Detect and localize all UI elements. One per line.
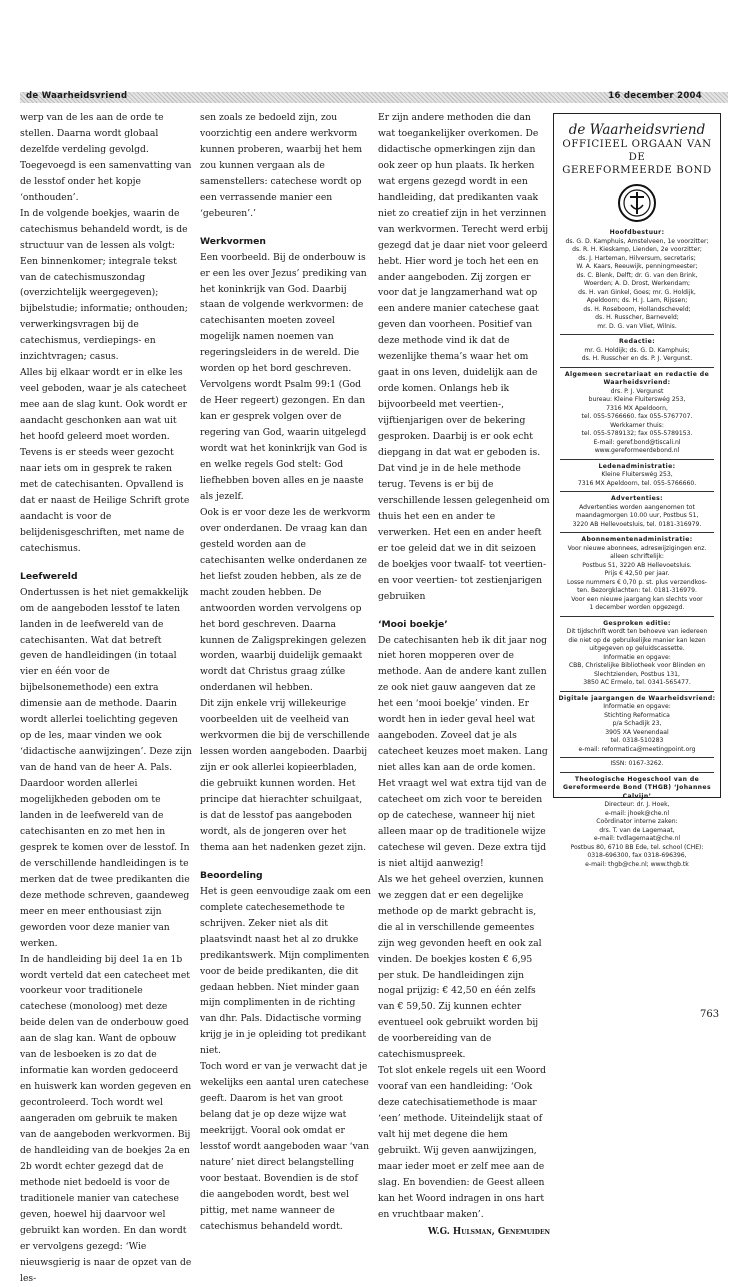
paragraph: Tot slot enkele regels uit een Woord vooraf van een handleiding: ‘Ook deze catechisatiemethode is maar ‘een’ methode. Uiteindelijk staat of valt hij met degene die hem gebruikt. Wij geven aanwijzingen, maar ieder moet er zelf mee aan de slag. En bovendien: de Geest alleen kan het Woord indragen in ons hart en vruchtbaar maken’. — [378, 1065, 547, 1220]
paragraph: Alles bij elkaar wordt er in elke les veel geboden, waar je als catecheet mee aan de slag kunt. Ook wordt er aandacht geschonken aan wat uit het hoofd geleerd moet worden. Tevens is er steeds weer gezocht naar iets om in gesprek te raken met de catechisanten. Opvallend is dat er naast de Heilige Schrift grote aandacht is voor de belijdenisgeschriften, met name de catechismus. — [20, 367, 190, 554]
colophon-section-heading: Advertenties: — [611, 495, 663, 502]
paragraph: Ondertussen is het niet gemakkelijk om de aangeboden lesstof te laten landen in de leefwereld van de catechisanten. Wat dat betreft geven de handleidingen (in totaal vier en één voor de bijbelsonemethode) een extra dimensie aan de methode. Daarin wordt allerlei toelichting gegeven op de les, maar vinden we ook ‘didactische aanwijzingen’. Deze zijn van de hand van de heer A. Pals. Daardoor worden allerlei mogelijkheden geboden om te landen in de leefwereld van de catechisanten en zo met hen in gesprek te komen over de lesstof. In de verschillende handleidingen is te merken dat de twee predikanten die deze methode schreven, gaandeweg meer en meer enthousiast zijn geworden voor deze manier van werken. — [20, 586, 192, 949]
colophon-line: Voor een nieuwe jaargang kan slechts voor — [571, 595, 703, 603]
colophon-line: 0318-696300, fax 0318-696396, — [587, 852, 687, 859]
colophon-line: ds. H. Russcher en ds. P. J. Vergunst. — [581, 355, 693, 362]
section-heading: Werkvormen — [200, 235, 266, 247]
colophon-line: ds. H. Roseboom, Hollandscheveld; — [583, 305, 691, 313]
gereformeerde-bond-logo-icon — [617, 183, 657, 223]
colophon-line: 7316 MX Apeldoorn, tel. 055-5766660. — [577, 479, 697, 487]
colophon-line: drs. P. J. Vergunst — [610, 387, 664, 395]
colophon-line: p/a Schadijk 23, — [612, 720, 662, 727]
colophon-line: bureau: Kleine Fluiterswég 253, — [588, 396, 686, 403]
section-heading: Beoordeling — [200, 869, 263, 881]
colophon-line: Voor nieuwe abonnees, adreswijzigingen enz. — [567, 544, 707, 552]
paragraph: Dit zijn enkele vrij willekeurige voorbeelden uit de veelheid van werkvormen die bij de verschillende lessen worden aangeboden. Daarbij zijn er ook allerlei kopieerbladen, die gebruikt kunnen worden. Het principe dat hierachter schuilgaat, is dat de lesstof pas aangeboden wordt, als de jongeren over het thema aan het nadenken gezet zijn. — [200, 698, 370, 853]
colophon-line: ds. H. Russcher, Barneveld; — [595, 314, 679, 321]
colophon-line: 7316 MX Apeldoorn, — [606, 404, 668, 412]
colophon-line: W. A. Kaars, Reeuwijk, penningmeester; — [576, 263, 698, 270]
publication-name: de Waarheidsvriend — [26, 91, 128, 101]
colophon-line: Kleine Fluiterswég 253, — [601, 471, 673, 478]
colophon-section-heading: Abonnementenadministratie: — [581, 536, 693, 543]
paragraph: Als we het geheel overzien, kunnen we zeggen dat er een degelijke methode op de markt gebracht is, die al in verschillende gemeentes zijn weg gevonden heeft en ook zal vinden. De boekjes kosten € 6,95 per stuk. De handleidingen zijn nogal prijzig: € 42,50 en één zelfs van € 59,50. Zij kunnen echter eventueel ook gebruikt worden bij de voorbereiding van de catechismuspreek. — [378, 873, 544, 1061]
article-column-2 — [200, 110, 372, 1235]
colophon-line: Informatie en opgave: — [603, 653, 671, 661]
colophon-line: e-mail: tvdlagemaat@che.nl — [593, 835, 681, 842]
article-column-3 — [378, 110, 550, 1241]
colophon-line: Losse nummers € 0,70 p. st. plus verzendkos- — [566, 578, 707, 586]
colophon-line: e-mail: reformatica@meetingpoint.org — [578, 745, 696, 753]
colophon-section-heading: Digitale jaargangen de Waarheidsvriend: — [558, 694, 716, 702]
colophon-line: Werkkamer thuis: — [610, 421, 664, 429]
colophon-line: CBB, Christelijke Bibliotheek voor Blinden en — [568, 662, 706, 669]
colophon-divider — [560, 532, 714, 533]
colophon-section-heading: Algemeen secretariaat en redactie de Waarheidsvriend: — [564, 370, 710, 386]
colophon-section-heading: Theologische Hogeschool van de Gereformeerde Bond (THGB) ‘Johannes Calvijn’ — [563, 775, 711, 800]
paragraph: Het vraagt wel wat extra tijd van de catecheet om zich voor te bereiden op de catechese, wanneer hij niet alleen maar op de traditionele wijze catechese wil geven. Deze extra tijd is niet altijd aanwezig! — [378, 778, 547, 869]
colophon-line: E-mail: geref.bond@tiscali.nl — [593, 438, 681, 446]
colophon-line: Stichting Reformatica — [604, 711, 670, 719]
colophon-section-heading: Redactie: — [618, 338, 656, 345]
colophon-line: Coördinator interne zaken: — [596, 818, 678, 825]
paragraph: De catechisanten heb ik dit jaar nog niet horen mopperen over de methode. Aan de andere kant zullen ze ook niet gauw aangeven dat ze het een ‘mooi boekje’ vinden. Er wordt hen in ieder geval heel wat aangeboden. Zoveel dat je als catecheet keuzes moet maken. Lang niet alles kan aan de orde komen. — [378, 634, 548, 774]
section-heading: Leefwereld — [20, 570, 78, 582]
colophon-line: 3220 AB Hellevoetsluis, tel. 0181-316979. — [572, 520, 702, 528]
paragraph: sen zoals ze bedoeld zijn, zou voorzichtig een andere werkvorm kunnen proberen, waarbij het hem zou kunnen vergaan als de samenstellers: catechese wordt op een verrassende manier een ‘gebeuren’.’ — [200, 112, 363, 219]
article-column-1 — [20, 110, 192, 1287]
colophon-sections — [554, 229, 720, 869]
colophon-line: ds. R. H. Kieskamp, Lienden, 2e voorzitter; — [572, 246, 702, 253]
paragraph: werp van de les aan de orde te stellen. Daarna wordt globaal dezelfde verdeling gevolgd. Toegevoegd is een samenvatting van de lesstof onder het kopje ‘onthouden’. — [20, 112, 192, 203]
colophon-line: ten. Bezorgklachten: tel. 0181-316979. — [577, 587, 697, 594]
colophon-line: 3850 AC Ermelo, tel. 0341-565477. — [583, 679, 691, 686]
colophon-divider — [560, 757, 714, 758]
colophon-line: die niet op de gebruikelijke manier kan lezen — [568, 636, 706, 644]
colophon-line: Postbus 51, 3220 AB Hellevoetsluis. — [582, 561, 692, 569]
colophon-line: e-mail: jhoek@che.nl — [604, 809, 670, 817]
colophon-line: tel. 0318-510283 — [610, 737, 664, 744]
paragraph: Het is geen eenvoudige zaak om een complete catechesemethode te schrijven. Zeker niet als dit plaatsvindt naast het al zo drukke predikantswerk. Mijn complimenten voor de beide predikanten, die dit gedaan hebben. Niet minder gaan mijn complimenten in de richting van dhr. Pals. Didactische vorming krijg je in je opleiding tot predikant niet. — [200, 885, 371, 1057]
colophon-line: maandagmorgen 10.00 uur, Postbus 51, — [575, 512, 699, 519]
issue-date: 16 december 2004 — [608, 91, 702, 101]
colophon-line: ds. H. van Ginkel, Goes; mr. G. Holdijk, — [578, 288, 696, 296]
colophon-divider — [560, 691, 714, 692]
colophon-subtitle-2: GEREFORMEERDE BOND — [562, 165, 712, 176]
colophon-line: www.gereformeerdebond.nl — [594, 447, 680, 454]
colophon-line: mr. D. G. van Vliet, Wilnis. — [597, 322, 677, 330]
colophon-subtitle-1: OFFICIEEL ORGAAN VAN DE — [562, 139, 712, 163]
colophon-line: Postbus 80, 6710 BB Ede, tel. school (CHE): — [570, 843, 704, 851]
colophon-divider — [560, 491, 714, 492]
colophon-line: 3905 XA Veenendaal — [605, 728, 669, 736]
colophon-divider — [560, 772, 714, 773]
colophon-line: ds. J. Harteman, Hilversum, secretaris; — [578, 254, 696, 262]
colophon-line: tel. 055-5766660. fax 055-5767707. — [581, 413, 693, 420]
colophon-section-heading: Hoofdbestuur: — [609, 229, 665, 236]
colophon-divider — [560, 459, 714, 460]
author-signature: W.G. Hulsman, Genemuiden — [428, 1226, 550, 1237]
colophon-line: 1 december worden opgezegd. — [589, 604, 685, 611]
colophon-line: Slechtzienden, Postbus 131, — [594, 670, 680, 678]
colophon-line: drs. T. van de Lagemaat, — [599, 826, 675, 834]
colophon-divider — [560, 616, 714, 617]
colophon-line: ds. C. Blenk, Delft; dr. G. van den Brink, — [576, 271, 698, 279]
colophon-line: ISSN: 0167-3262. — [610, 760, 664, 767]
colophon-line: Apeldoorn; ds. H. J. Lam, Rijssen; — [586, 297, 688, 304]
colophon-line: Directeur: dr. J. Hoek, — [604, 801, 670, 808]
colophon-line: e-mail: thgb@che.nl; www.thgb.tk — [585, 860, 689, 868]
page-header-bar — [20, 92, 728, 103]
section-heading: ‘Mooi boekje’ — [378, 618, 448, 630]
colophon-line: Prijs € 42,50 per jaar. — [604, 570, 670, 577]
paragraph: In de handleiding bij deel 1a en 1b wordt verteld dat een catecheet met voorkeur voor traditionele catechese (monoloog) met deze beide delen van de onderbouw goed aan de slag kan. Want de opbouw van de lesboeken is zo dat de informatie kan worden gedoceerd en huiswerk kan worden gegeven en gecontroleerd. Toch wordt wel aangeraden om gebruik te maken van de aangeboden werkvormen. Bij de handleiding van de boekjes 2a en 2b wordt echter gezegd dat de methode niet bedoeld is voor de traditionele manier van catechese geven, hoewel hij daarvoor wel gebruikt kan worden. En dan wordt er vervolgens gezegd: ‘Wie nieuwsgierig is naar de opzet van de les- — [20, 953, 192, 1284]
colophon-line: uitgegeven op geluidscassette. — [589, 645, 685, 652]
paragraph: Een voorbeeld. Bij de onderbouw is er een les over Jezus’ prediking van het koninkrijk van God. Daarbij staan de volgende werkvormen: de catechisanten moeten zoveel mogelijk namen noemen van regeringsleiders in de wereld. Die worden op het bord geschreven. Vervolgens wordt Psalm 99:1 (God de Heer regeert) gezongen. En dan kan er gesprek volgen over de regering van God, waarin uitgelegd wordt wat het koninkrijk van God is en welke regels God stelt: God liefhebben boven alles en je naaste als jezelf. — [200, 251, 368, 502]
colophon-line: Dit tijdschrift wordt ten behoeve van iedereen — [566, 628, 708, 635]
paragraph: Toch word er van je verwacht dat je wekelijks een aantal uren catechese geeft. Daarom is het van groot belang dat je op deze wijze wat meekrijgt. Vooral ook omdat er lesstof wordt aangeboden waar ‘van nature’ niet direct belangstelling voor bestaat. Bovendien is de stof die aangeboden wordt, best wel pittig, met name wanneer de catechismus behandeld wordt. — [200, 1061, 370, 1232]
colophon-line: ds. G. D. Kamphuis, Amstelveen, 1e voorzitter; — [565, 237, 709, 245]
colophon-line: Woerden; A. D. Drost, Werkendam; — [583, 280, 691, 287]
page-number: 763 — [700, 1009, 720, 1020]
colophon-line: Informatie en opgave: — [603, 703, 671, 710]
colophon-box — [553, 113, 721, 868]
colophon-divider — [560, 334, 714, 335]
paragraph: In de volgende boekjes, waarin de catechismus behandeld wordt, is de structuur van de lessen als volgt: Een binnenkomer; integrale tekst van de catechismuszondag (overzichtelijk weergegeven); bijbelstudie; informatie; onthouden; verwerkingsvragen bij de catechismus, verdiepings- en inzichtvragen; casus. — [20, 207, 188, 363]
colophon-line: Advertenties worden aangenomen tot — [579, 503, 695, 511]
colophon-line: mr. G. Holdijk; ds. G. D. Kamphuis; — [584, 346, 690, 354]
colophon-line: alleen schriftelijk: — [610, 553, 664, 560]
colophon-line: tel. 055-5789132; fax 055-5789153. — [581, 430, 693, 437]
colophon-title: de Waarheidsvriend — [568, 122, 706, 138]
colophon-section-heading: Gesproken editie: — [603, 619, 671, 627]
paragraph: Ook is er voor deze les de werkvorm over onderdanen. De vraag kan dan gesteld worden aan de catechisanten welke onderdanen ze het liefst zouden hebben, als ze de macht zouden hebben. De antwoorden worden vervolgens op het bord geschreven. Daarna kunnen de Zaligsprekingen gelezen worden, waarbij duidelijk gemaakt wordt dat Christus graag zúlke onderdanen wil hebben. — [200, 506, 371, 694]
colophon-section-heading: Ledenadministratie: — [598, 462, 676, 470]
paragraph: Er zijn andere methoden die dan wat toegankelijker overkomen. De didactische opmerkingen zijn dan ook zeer op hun plaats. Ik herken wat ergens gezegd wordt in een handleiding, dat predikanten vaak niet zo creatief zijn in het verzinnen van werkvormen. Terecht werd erbij gezegd dat je daar niet voor geleerd hebt. Hier word je toch het een en ander aangeboden. Zij zorgen er voor dat je langzamerhand wat op een andere manier catechese gaat geven dan voorheen. Positief van deze methode vind ik dat de wezenlijke thema’s waar het om gaat in ons leven, duidelijk aan de orde komen. Onlangs heb ik bijvoorbeeld met veertien-, vijftienjarigen over de bekering gesproken. Daarbij is er ook echt diepgang in dat wat er geboden is. Dat vind je in de hele methode terug. Tevens is er bij de verschillende lessen gelegenheid om thuis het een en ander te verwerken. Het een en ander heeft er toe geleid dat we in dit seizoen de boekjes voor twaalf- tot veertien- en voor veertien- tot zestienjarigen gebruiken — [378, 112, 550, 602]
colophon-divider — [560, 367, 714, 368]
